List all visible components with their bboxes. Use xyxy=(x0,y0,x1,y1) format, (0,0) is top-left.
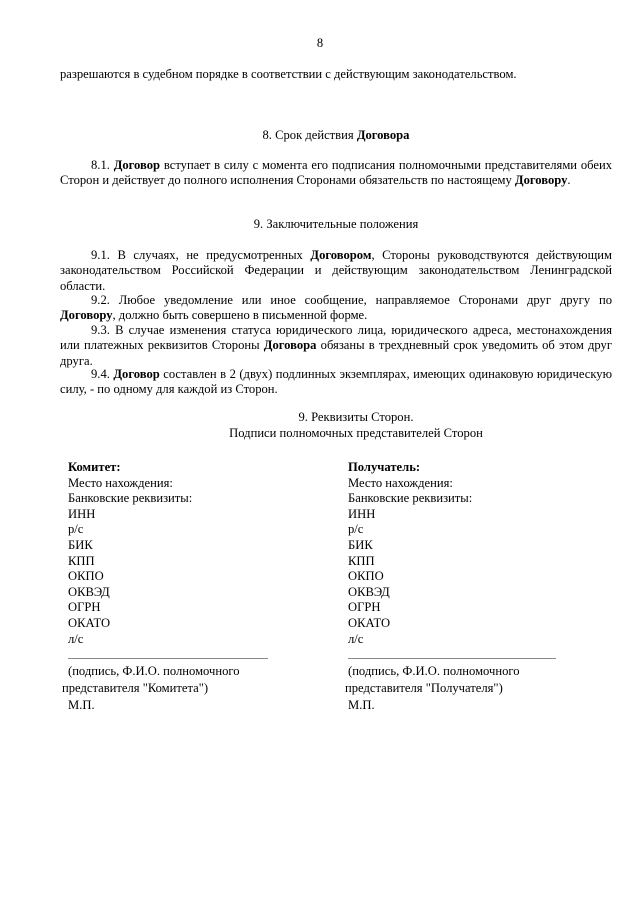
section-9-title: 9. Заключительные положения xyxy=(253,217,419,231)
right-line: ОГРН xyxy=(348,600,381,615)
requisites-title: 9. Реквизиты Сторон. xyxy=(298,410,414,424)
paragraph-9-2 xyxy=(60,293,612,324)
right-stamp-label: М.П. xyxy=(348,698,375,712)
left-signature-caption-2: представителя "Комитета") xyxy=(62,681,209,695)
p92-bold: Договору xyxy=(60,308,113,323)
right-signature-caption-2: представителя "Получателя") xyxy=(345,681,503,695)
section-8-title xyxy=(60,128,612,143)
p91-a: 9.1. В случаях, не предусмотренных xyxy=(91,248,311,262)
right-line: Банковские реквизиты: xyxy=(348,491,473,506)
p94-c: составлен в 2 (двух) подлинных экземплярах, имеющих одинаковую юридическую силу, - по одному для каждой из Сторон. xyxy=(60,367,612,397)
right-line: ОКПО xyxy=(348,569,384,584)
left-line: р/с xyxy=(68,522,84,537)
section-8-title-bold: Договора xyxy=(356,128,410,142)
p81-d: . xyxy=(567,173,571,188)
left-line: ИНН xyxy=(68,506,96,521)
right-line: КПП xyxy=(348,553,375,568)
p93-a: 9.3. В случае изменения статуса юридического лица, юридического адреса, местонахождения или платежных реквизитов Стороны xyxy=(60,323,612,353)
p93-c: обязаны в трехдневный срок уведомить об этом друг друга. xyxy=(60,338,612,368)
p92-a: 9.2. Любое уведомление или иное сообщение, направляемое Сторонами друг другу по xyxy=(91,293,612,307)
right-line: ОКАТО xyxy=(348,615,391,630)
page-number: 8 xyxy=(316,36,324,50)
paragraph-9-4 xyxy=(60,367,612,398)
intro-line: разрешаются в судебном порядке в соответствии с действующим законодательством. xyxy=(60,67,517,81)
p81-bold-2: Договору xyxy=(514,173,568,188)
right-line: л/с xyxy=(348,631,364,646)
right-line: Место нахождения: xyxy=(348,475,453,490)
p91-c: , Стороны руководствуются действующим законодательством Российской Федерации и действующим законодательством Ленинградской области. xyxy=(60,248,612,293)
left-line: КПП xyxy=(68,553,95,568)
left-party-column xyxy=(68,460,308,647)
left-line: ОГРН xyxy=(68,600,101,615)
section-8-title-prefix: 8. Срок действия xyxy=(262,128,357,142)
left-line: БИК xyxy=(68,537,93,552)
paragraph-9-1 xyxy=(60,248,612,294)
left-line: ОКВЭД xyxy=(68,584,110,599)
left-party-title: Комитет: xyxy=(68,460,121,474)
p81-c: вступает в силу с момента его подписания полномочными представителями обеих Сторон и действует до полного исполнения Сторонами обязательств по настоящему xyxy=(60,158,612,188)
left-line: Место нахождения: xyxy=(68,475,173,490)
right-signature-line xyxy=(348,658,556,659)
left-line: ОКПО xyxy=(68,569,104,584)
left-line: Банковские реквизиты: xyxy=(68,491,193,506)
left-line: ОКАТО xyxy=(68,615,111,630)
right-signature-caption-1: (подпись, Ф.И.О. полномочного xyxy=(348,664,520,678)
left-stamp-label: М.П. xyxy=(68,698,95,712)
right-party-column xyxy=(348,460,588,647)
p94-bold: Договор xyxy=(113,367,160,381)
paragraph-8-1 xyxy=(60,158,612,189)
p94-a: 9.4. xyxy=(91,367,114,381)
left-line: л/с xyxy=(68,631,84,646)
right-line: БИК xyxy=(348,537,373,552)
requisites-subtitle: Подписи полномочных представителей Сторон xyxy=(229,426,483,440)
left-signature-line xyxy=(68,658,268,659)
right-line: ОКВЭД xyxy=(348,584,390,599)
right-line: ИНН xyxy=(348,506,376,521)
p93-bold: Договора xyxy=(263,338,317,353)
p81-a: 8.1. xyxy=(91,158,114,172)
paragraph-9-3 xyxy=(60,323,612,369)
p92-c: , должно быть совершено в письменной форме. xyxy=(112,308,368,323)
p91-bold: Договором xyxy=(310,248,372,262)
right-party-title: Получатель: xyxy=(348,460,421,474)
right-line: р/с xyxy=(348,522,364,537)
left-signature-caption-1: (подпись, Ф.И.О. полномочного xyxy=(68,664,240,678)
p81-bold-1: Договор xyxy=(113,158,161,172)
